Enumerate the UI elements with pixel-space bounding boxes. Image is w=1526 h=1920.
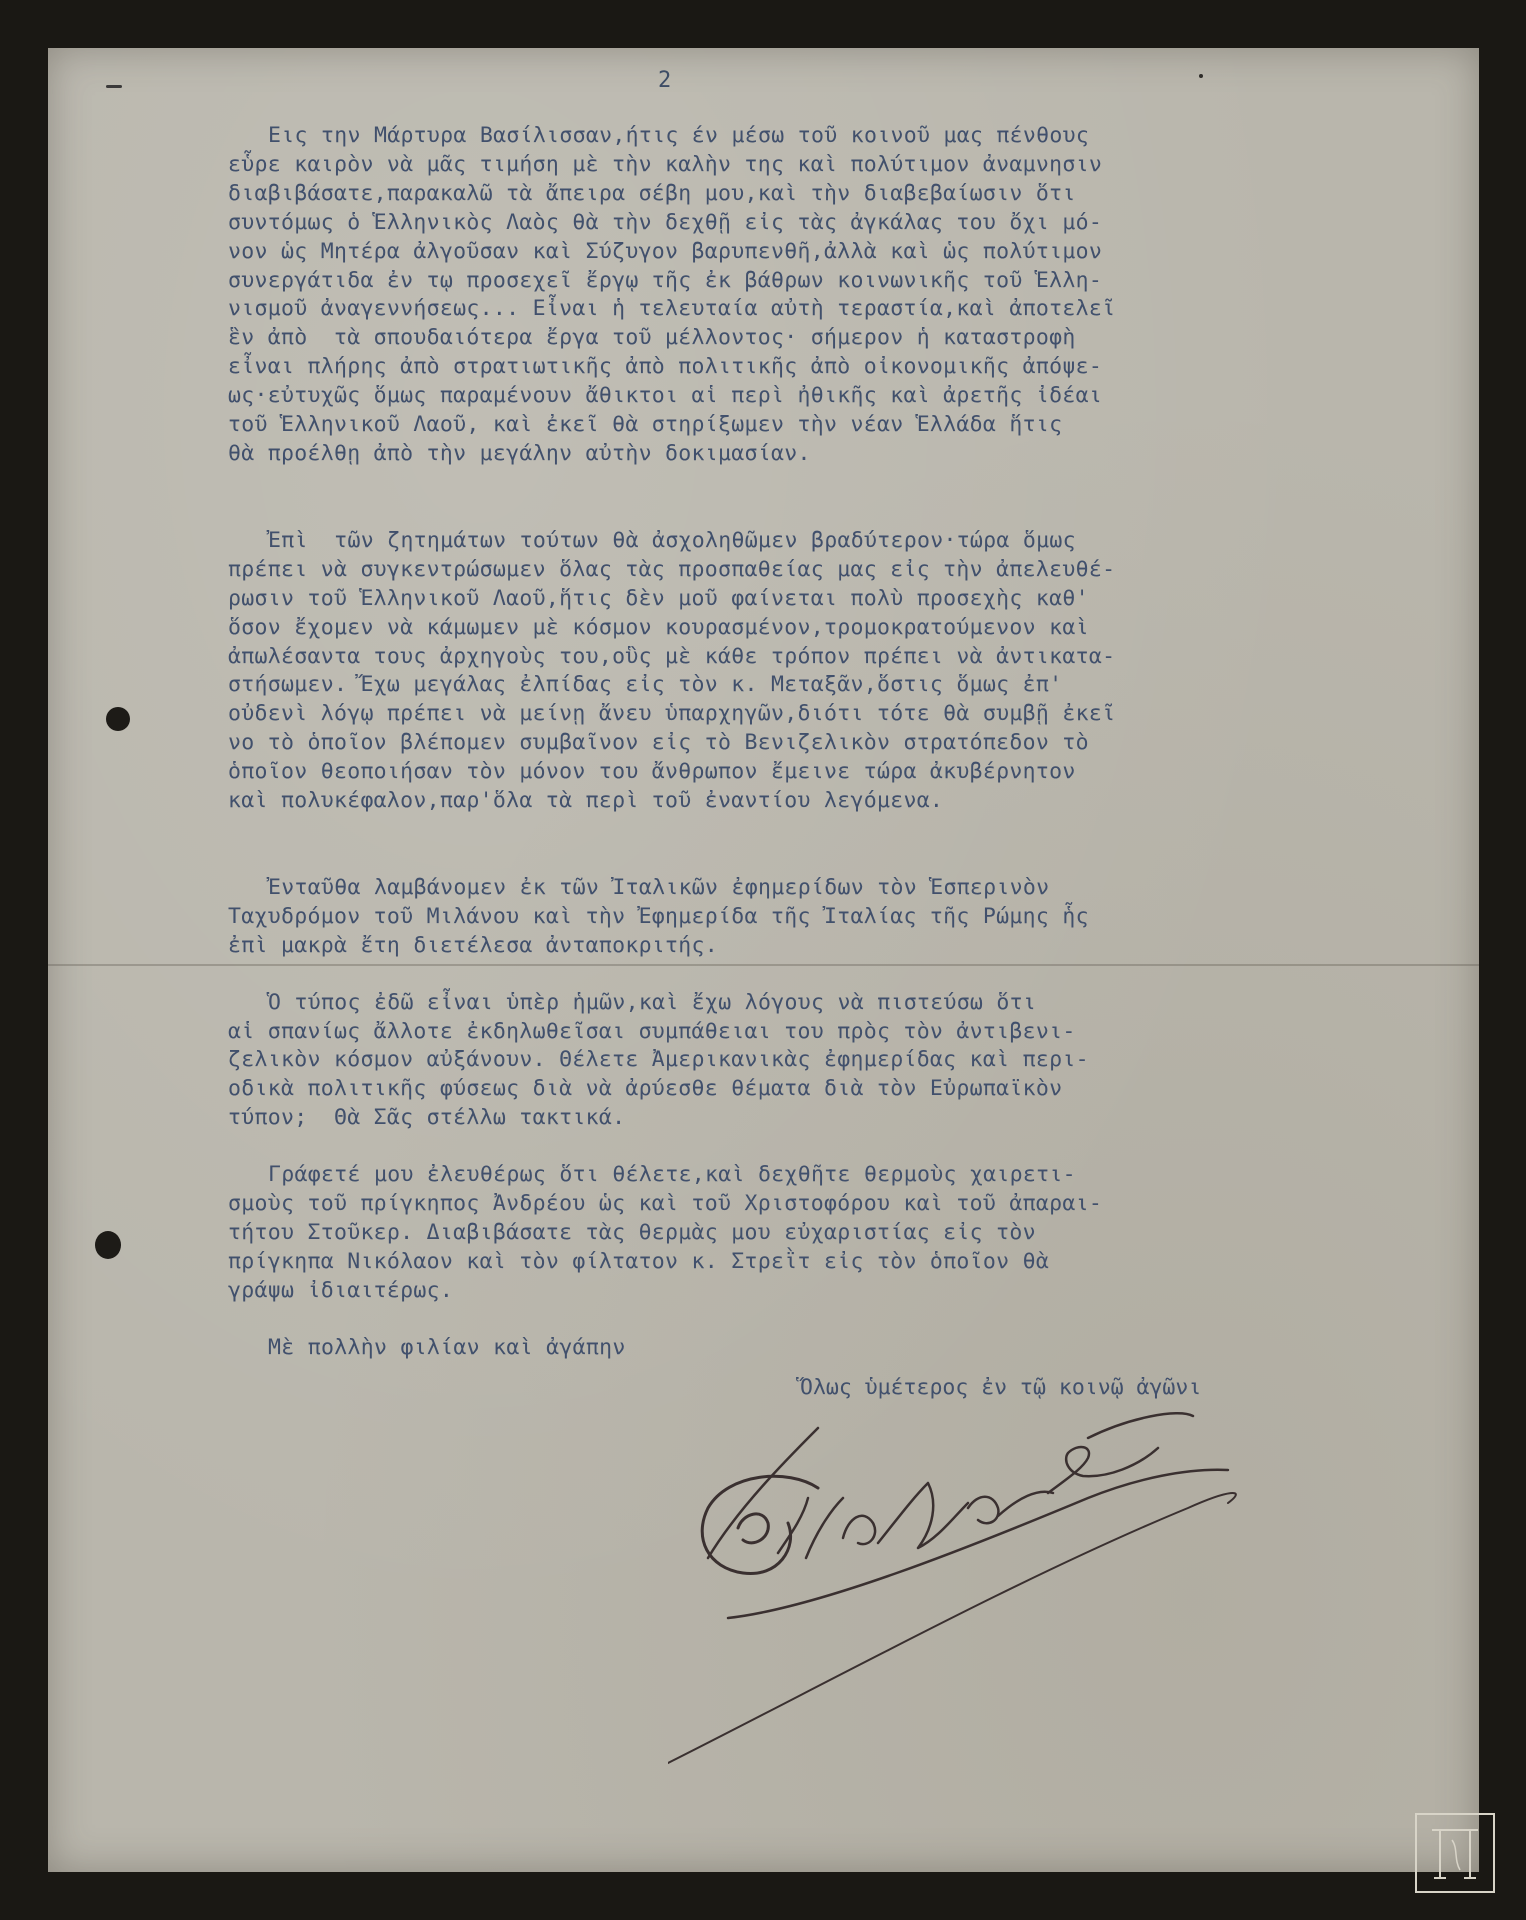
paragraph-3	[228, 874, 1428, 961]
text-line: Ἐπὶ τῶν ζητημάτων τούτων θὰ ἀσχοληθῶμεν βραδύτερον·τώρα ὅμως	[268, 527, 1076, 553]
text-line: πρίγκηπα Νικόλαον καὶ τὸν φίλτατον κ. Στρεῒτ εἰς τὸν ὁποῖον θὰ	[228, 1248, 1050, 1274]
text-line: οὐδενὶ λόγῳ πρέπει νὰ μείνῃ ἄνευ ὑπαρχηγῶν,διότι τότε θὰ συμβῇ ἐκεῖ	[228, 701, 1116, 727]
text-line: τύπον; Θὰ Σᾶς στέλλω τακτικά.	[228, 1105, 626, 1131]
ink-dot	[1199, 74, 1203, 78]
text-line: συνεργάτιδα ἐν τῳ προσεχεῖ ἔργῳ τῆς ἐκ βάθρων κοινωνικῆς τοῦ Ἑλλη-	[228, 267, 1103, 293]
text-line: ἐπὶ μακρὰ ἔτη διετέλεσα ἀνταποκριτής.	[228, 932, 719, 958]
text-line: ρωσιν τοῦ Ἑλληνικοῦ Λαοῦ,ἥτις δὲν μοῦ φαίνεται πολὺ προσεχὴς καθ'	[228, 585, 1089, 611]
text-line: πρέπει νὰ συγκεντρώσωμεν ὅλας τὰς προσπαθείας μας εἰς τὴν ἀπελευθέ-	[228, 556, 1116, 582]
punch-hole	[106, 707, 130, 731]
letter-body	[228, 122, 1428, 1363]
text-line: καὶ πολυκέφαλον,παρ'ὅλα τὰ περὶ τοῦ ἐναντίου λεγόμενα.	[228, 788, 944, 814]
text-line: Ἐνταῦθα λαμβάνομεν ἐκ τῶν Ἰταλικῶν ἐφημερίδων τὸν Ἑσπερινὸν	[268, 874, 1050, 900]
text-line: Εις την Μάρτυρα Βασίλισσαν,ήτις έν μέσω τοῦ κοινοῦ μας πένθους	[268, 123, 1090, 148]
text-line: συντόμως ὁ Ἑλληνικὸς Λαὸς θὰ τὴν δεχθῇ εἰς τὰς ἀγκάλας του ὄχι μό-	[228, 209, 1103, 235]
handwritten-signature	[668, 1398, 1308, 1778]
punch-hole	[95, 1231, 121, 1259]
page-number: 2	[658, 68, 672, 93]
text-line: ζελικὸν κόσμον αὐξάνουν. Θέλετε Ἀμερικανικὰς ἐφημερίδας καὶ περι-	[228, 1047, 1089, 1073]
text-line: ὁποῖον θεοποιήσαν τὸν μόνον του ἄνθρωπον ἔμεινε τώρα ἀκυβέρνητον	[228, 759, 1076, 785]
text-line: νισμοῦ ἀναγεννήσεως... Εἶναι ἡ τελευταία αὐτὴ τεραστία,καὶ ἀποτελεῖ	[228, 296, 1116, 322]
text-line: οδικὰ πολιτικῆς φύσεως διὰ νὰ ἀρύεσθε θέματα διὰ τὸν Εὐρωπαϊκὸν	[228, 1076, 1063, 1102]
text-line: διαβιβάσατε,παρακαλῶ τὰ ἄπειρα σέβη μου,καὶ τὴν διαβεβαίωσιν ὅτι	[228, 180, 1076, 206]
paragraph-1	[228, 122, 1428, 469]
text-line: στήσωμεν. Ἔχω μεγάλας ἐλπίδας εἰς τὸν κ. Μεταξᾶν,ὅστις ὅμως ἐπ'	[228, 672, 1063, 698]
paragraph-2	[228, 527, 1428, 816]
paragraph-4	[228, 989, 1428, 1134]
paragraph-5	[228, 1161, 1428, 1306]
valediction: Ὅλως ὑμέτερος ἐν τῷ κοινῷ ἀγῶνι	[800, 1375, 1202, 1400]
text-line: εἶναι πλήρης ἀπὸ στρατιωτικῆς ἀπὸ πολιτικῆς ἀπὸ οἰκονομικῆς ἀπόψε-	[228, 354, 1103, 380]
text-line: Ταχυδρόμον τοῦ Μιλάνου καὶ τὴν Ἐφημερίδα τῆς Ἰταλίας τῆς Ρώμης ἧς	[228, 903, 1089, 929]
archive-logo-icon	[1410, 1808, 1500, 1898]
text-line: ἓν ἀπὸ τὰ σπουδαιότερα ἔργα τοῦ μέλλοντος· σήμερον ἡ καταστροφὴ	[228, 325, 1076, 351]
text-line: νο τὸ ὁποῖον βλέπομεν συμβαῖνον εἰς τὸ Βενιζελικὸν στρατόπεδον τὸ	[228, 730, 1089, 756]
text-line: θὰ προέλθῃ ἀπὸ τὴν μεγάλην αὐτὴν δοκιμασίαν.	[228, 440, 811, 466]
letter-page	[48, 48, 1479, 1872]
text-line: αἱ σπανίως ἄλλοτε ἐκδηλωθεῖσαι συμπάθειαι του πρὸς τὸν ἀντιβενι-	[228, 1018, 1076, 1044]
closing-line: Μὲ πολλὴν φιλίαν καὶ ἀγάπην	[268, 1334, 626, 1360]
text-line: Ὁ τύπος ἐδῶ εἶναι ὑπὲρ ἡμῶν,καὶ ἔχω λόγους νὰ πιστεύσω ὅτι	[268, 989, 1037, 1015]
margin-mark	[106, 85, 122, 88]
text-line: νον ὡς Μητέρα ἀλγοῦσαν καὶ Σύζυγον βαρυπενθῆ,ἀλλὰ καὶ ὡς πολύτιμον	[228, 238, 1103, 264]
text-line: τήτου Στοῦκερ. Διαβιβάσατε τὰς θερμὰς μου εὐχαριστίας εἰς τὸν	[228, 1220, 1036, 1245]
text-line: Γράφετέ μου ἐλευθέρως ὅτι θέλετε,καὶ δεχθῆτε θερμοὺς χαιρετι-	[268, 1162, 1076, 1188]
text-line: ὅσον ἔχομεν νὰ κάμωμεν μὲ κόσμον κουρασμένον,τρομοκρατούμενον καὶ	[228, 614, 1089, 640]
text-line: ως·εὐτυχῶς ὅμως παραμένουν ἄθικτοι αἱ περὶ ἠθικῆς καὶ ἀρετῆς ἰδέαι	[228, 383, 1103, 409]
text-line: εὗρε καιρὸν νὰ μᾶς τιμήση μὲ τὴν καλὴν της καὶ πολύτιμον ἀναμνησιν	[228, 151, 1103, 177]
text-line: τοῦ Ἑλληνικοῦ Λαοῦ, καὶ ἐκεῖ θὰ στηρίξωμεν τὴν νέαν Ἑλλάδα ἥτις	[228, 412, 1063, 438]
text-line: ἀπωλέσαντα τους ἀρχηγοὺς του,οὓς μὲ κάθε τρόπον πρέπει νὰ ἀντικατα-	[228, 643, 1116, 669]
text-line: σμοὺς τοῦ πρίγκηπος Ἀνδρέου ὡς καὶ τοῦ Χριστοφόρου καὶ τοῦ ἀπαραι-	[228, 1191, 1103, 1217]
text-line: γράψω ἰδιαιτέρως.	[228, 1277, 454, 1303]
